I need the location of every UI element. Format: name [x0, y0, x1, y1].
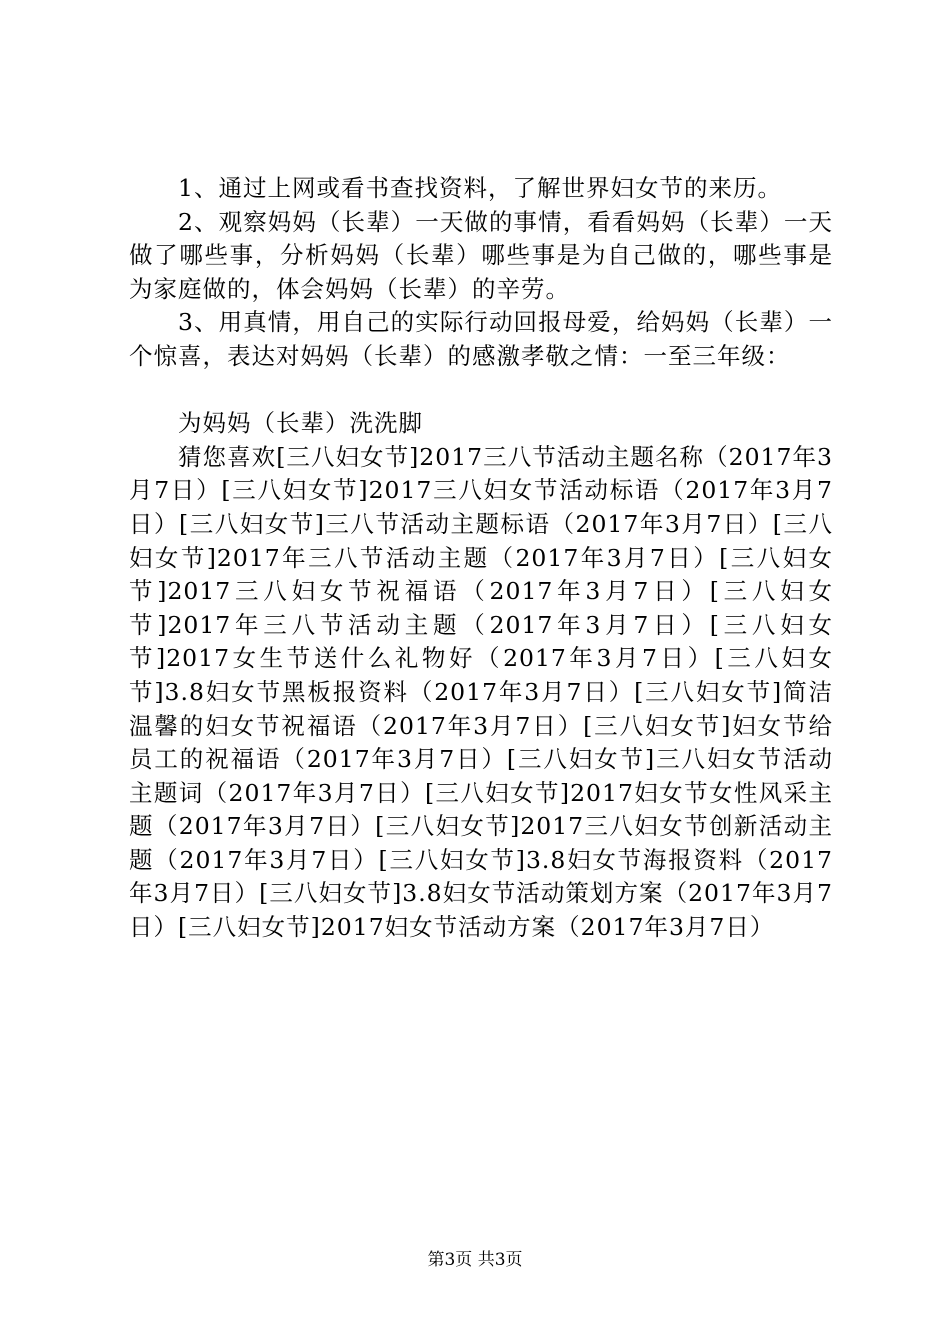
- paragraph-step-3: 3、用真情，用自己的实际行动回报母爱，给妈妈（长辈）一个惊喜，表达对妈妈（长辈）的感激孝敬之情：一至三年级：: [129, 308, 833, 370]
- paragraph-related-links: 猜您喜欢[三八妇女节]2017三八节活动主题名称（2017年3月7日）[三八妇女节]2017三八妇女节活动标语（2017年3月7日）[三八妇女节]三八节活动主题标语（2017年3月7日）[三八妇女节]2017年三八节活动主题（2017年3月7日）[三八妇女节]2017三八妇女节祝福语（2017年3月7日）[三八妇女节]2017年三八节活动主题（2017年3月7日）[三八妇女节]2017女生节送什么礼物好（2017年3月7日）[三八妇女节]3.8妇女节黑板报资料（2017年3月7日）[三八妇女节]简洁温馨的妇女节祝福语（2017年3月7日）[三八妇女节]妇女节给员工的祝福语（2017年3月7日）[三八妇女节]三八妇女节活动主题词（2017年3月7日）[三八妇女节]2017妇女节女性风采主题（2017年3月7日）[三八妇女节]2017三八妇女节创新活动主题（2017年3月7日）[三八妇女节]3.8妇女节海报资料（2017年3月7日）[三八妇女节]3.8妇女节活动策划方案（2017年3月7日）[三八妇女节]2017妇女节活动方案（2017年3月7日）: [129, 442, 833, 942]
- paragraph-step-1: 1、通过上网或看书查找资料，了解世界妇女节的来历。: [178, 174, 782, 202]
- page-number-footer: 第3页 共3页: [427, 1250, 523, 1270]
- paragraph-step-2: 2、观察妈妈（长辈）一天做的事情，看看妈妈（长辈）一天做了哪些事，分析妈妈（长辈）哪些事是为自己做的，哪些事是为家庭做的，体会妈妈（长辈）的辛劳。: [129, 207, 833, 303]
- paragraph-activity: 为妈妈（长辈）洗洗脚: [178, 409, 423, 438]
- document-body: [129, 172, 833, 945]
